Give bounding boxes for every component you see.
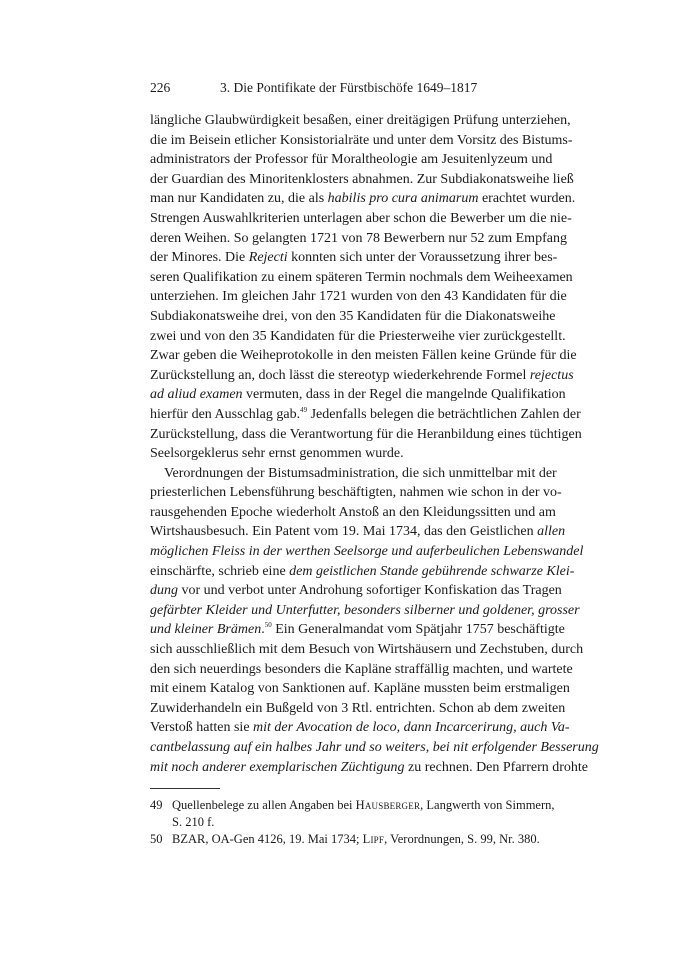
page-number: 226 (150, 80, 171, 95)
body-line: Verordnungen der Bistumsadministration, die sich unmittelbar mit der (164, 465, 557, 481)
page (150, 80, 599, 848)
footnote-text (172, 831, 552, 848)
body-line: unterziehen. Im gleichen Jahr 1721 wurden von den 43 Kandidaten für die (150, 289, 567, 305)
body-line: administrators der Professor für Moraltheologie am Jesuitenlyzeum und (150, 152, 553, 168)
body-line: hierfür den Ausschlag gab.$^{49}$ Jedenfalls belegen die beträchtlichen Zahlen der (150, 405, 581, 422)
body-line: dung vor und verbot unter Androhung sofortiger Konfiskation das Tragen (150, 583, 562, 599)
body-line: einschärfte, schrieb eine dem geistlichen Stande gebührende schwarze Klei- (150, 563, 575, 579)
body-line: Verstoß hatten sie mit der Avocation de loco, dann Incarcerirung, auch Va- (150, 720, 570, 736)
footnote-rule (150, 788, 220, 789)
body-line: Zwar geben die Weiheprotokolle in den meisten Fällen keine Gründe für die (150, 348, 577, 364)
footnote-number: 49 (150, 798, 163, 813)
body-line: sich ausschließlich mit dem Besuch von Wirtshäusern und Zechstuben, durch (150, 642, 584, 658)
running-header (150, 80, 552, 98)
body-text (150, 111, 599, 777)
body-line: mit einem Katalog von Sanktionen auf. Kapläne mussten beim erstmaligen (150, 681, 570, 697)
body-line: cantbelassung auf ein halbes Jahr und so weiters, bei nit erfolgender Besserung (150, 740, 599, 755)
body-line: Seelsorgeklerus sehr ernst genommen wurde. (150, 446, 404, 462)
footnotes (150, 797, 555, 848)
footnote-number: 50 (150, 832, 163, 847)
body-line: Wirtshausbesuch. Ein Patent vom 19. Mai 1734, das den Geistlichen allen (150, 524, 566, 540)
body-line: Strengen Auswahlkriterien unterlagen aber schon die Bewerber um die nie- (150, 210, 572, 226)
body-line: ad aliud examen vermuten, dass in der Regel die mangelnde Qualifikation (150, 387, 566, 403)
footnote (150, 831, 552, 848)
body-line: der Minores. Die Rejecti konnten sich unter der Voraussetzung ihrer bes- (150, 250, 558, 266)
body-line: Zurückstellung, dass die Verantwortung für die Heranbildung eines tüchtigen (150, 426, 582, 442)
body-line: rausgehenden Epoche wiederholt Anstoß an den Kleidungssitten und am (150, 504, 556, 520)
body-line: und kleiner Brämen.$^{50}$ Ein Generalmandat vom Spätjahr 1757 beschäftigte (150, 621, 565, 638)
body-line: Subdiakonatsweihe drei, von den 35 Kandidaten für die Diakonatsweihe (150, 308, 556, 324)
body-line: die im Beisein etlicher Konsistorialräte und unter dem Vorsitz des Bistums- (150, 132, 573, 148)
body-line: Zuwiderhandeln ein Bußgeld von 3 Rtl. entrichten. Schon ab dem zweiten (150, 700, 566, 716)
body-line: priesterlichen Lebensführung beschäftigten, nahmen wie schon in der vo- (150, 485, 562, 501)
footnote-text (172, 797, 555, 831)
footnote-line: BZAR, OA-Gen 4126, 19. Mai 1734; Lipf, Verordnungen, S. 99, Nr. 380. (172, 832, 540, 847)
footnote-line: S. 210 f. (172, 815, 215, 830)
body-line: mit noch anderer exemplarischen Züchtigung zu rechnen. Den Pfarrern drohte (150, 759, 589, 775)
body-line: möglichen Fleiss in der werthen Seelsorge und auferbeulichen Lebenswandel (150, 544, 584, 560)
body-line: den sich neuerdings besonders die Kapläne straffällig machten, und wartete (150, 661, 573, 677)
body-line: deren Weihen. So gelangten 1721 von 78 Bewerbern nur 52 zum Empfang (150, 230, 567, 246)
body-line: man nur Kandidaten zu, die als habilis pro cura animarum erachtet wurden. (150, 191, 576, 207)
body-line: längliche Glaubwürdigkeit besaßen, einer dreitägigen Prüfung unterziehen, (150, 113, 571, 128)
body-line: Zurückstellung an, doch lässt die stereotyp wiederkehrende Formel rejectus (150, 367, 574, 383)
body-line: gefärbter Kleider und Unterfutter, besonders silberner und goldener, grosser (150, 602, 580, 618)
footnote-line: Quellenbelege zu allen Angaben bei Hausberger, Langwerth von Simmern, (172, 798, 555, 813)
footnote (150, 797, 555, 831)
body-line: seren Qualifikation zu einem späteren Termin nochmals dem Weiheexamen (150, 269, 573, 285)
body-line: der Guardian des Minoritenklosters abnahmen. Zur Subdiakonatsweihe ließ (150, 171, 574, 187)
running-title: 3. Die Pontifikate der Fürstbischöfe 1649–1817 (220, 80, 478, 95)
body-line: zwei und von den 35 Kandidaten für die Priesterweihe vier zurückgestellt. (150, 328, 566, 344)
